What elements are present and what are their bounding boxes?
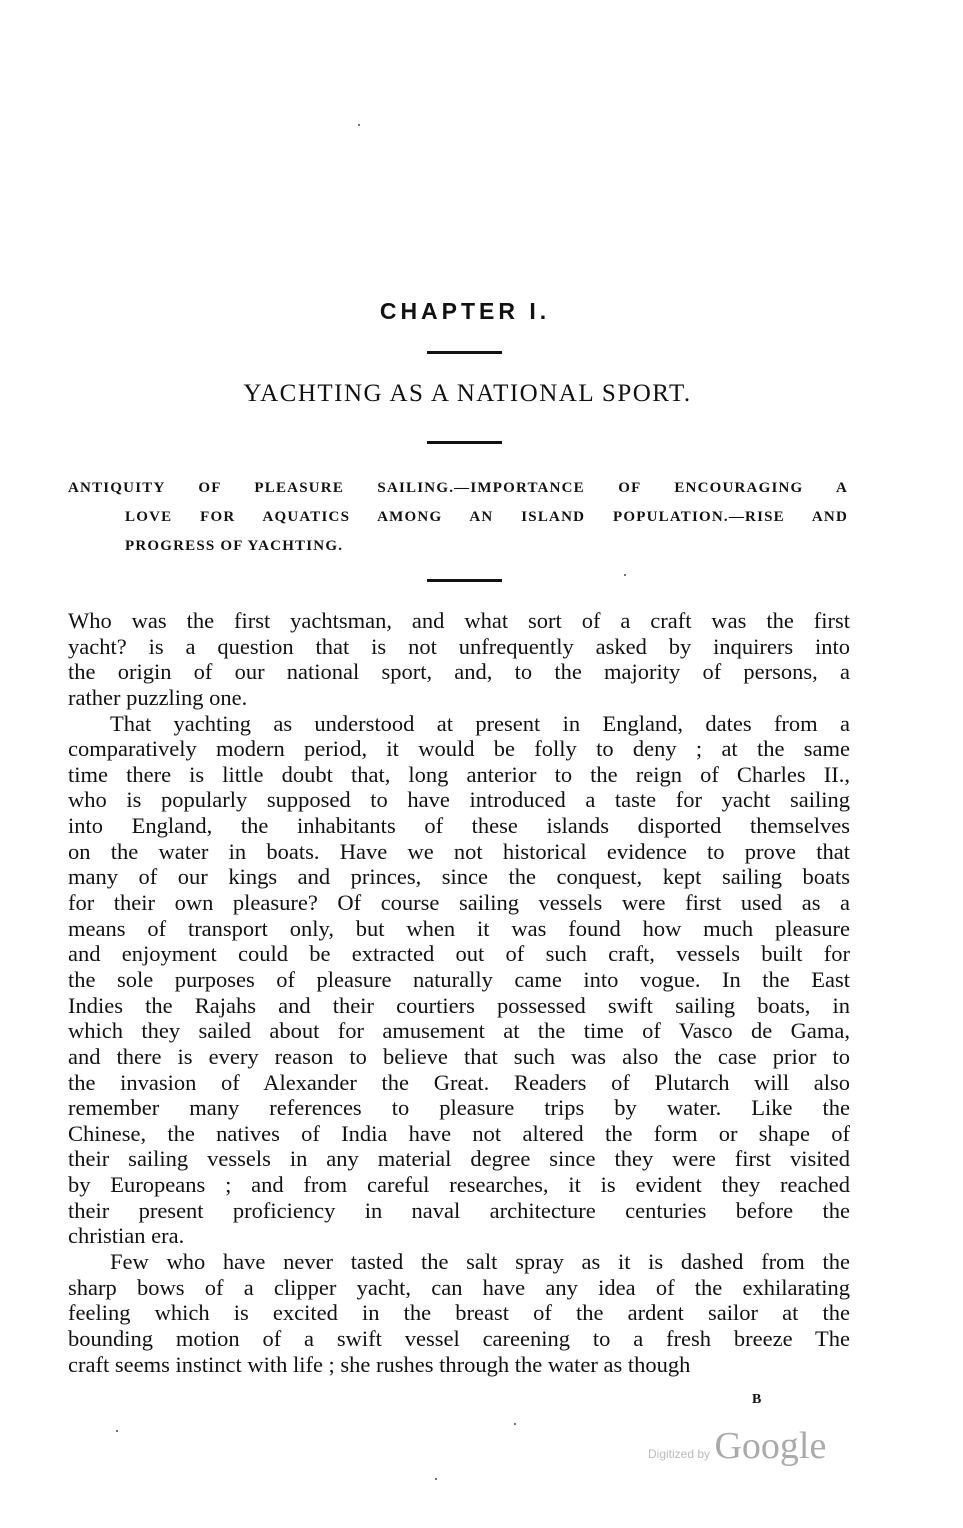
text-line: the sole purposes of pleasure naturally came into vogue. In the East: [68, 966, 850, 992]
text-line: time there is little doubt that, long anterior to the reign of Charles II.,: [68, 761, 850, 787]
google-watermark: [648, 1424, 826, 1468]
text-line: craft seems instinct with life ; she rushes through the water as though: [68, 1351, 691, 1377]
text-line: yacht? is a question that is not unfrequently asked by inquirers into: [68, 633, 850, 659]
speck: [358, 124, 360, 126]
body-text: [68, 608, 850, 1377]
text-line: feeling which is excited in the breast of the ardent sailor at the: [68, 1300, 850, 1326]
speck: [116, 1430, 118, 1432]
text-line: on the water in boats. Have we not historical evidence to prove that: [68, 838, 850, 864]
text-line: Who was the first yachtsman, and what sort of a craft was the first: [68, 608, 850, 633]
chapter-heading: CHAPTER I.: [379, 298, 551, 324]
text-line: Indies the Rajahs and their courtiers possessed swift sailing boats, in: [68, 992, 850, 1018]
chapter-title: YACHTING AS A NATIONAL SPORT.: [243, 380, 692, 407]
signature-mark: B: [752, 1392, 762, 1407]
text-line: christian era.: [68, 1223, 185, 1249]
text-line: Few who have never tasted the salt spray as it is dashed from the: [110, 1249, 850, 1275]
text-line: their sailing vessels in any material degree since they were first visited: [68, 1146, 850, 1172]
text-line: by Europeans ; and from careful researches, it is evident they reached: [68, 1172, 850, 1198]
text-line: sharp bows of a clipper yacht, can have any idea of the exhilarating: [68, 1274, 850, 1300]
speck: [624, 574, 626, 576]
text-line: who is popularly supposed to have introduced a taste for yacht sailing: [68, 787, 850, 813]
watermark-brand: Google: [714, 1425, 827, 1467]
text-line: and enjoyment could be extracted out of such craft, vessels built for: [68, 941, 850, 967]
text-line: and there is every reason to believe that such was also the case prior to: [68, 1043, 850, 1069]
text-line: That yachting as understood at present in England, dates from a: [110, 710, 850, 736]
speck: [435, 1478, 437, 1480]
text-line: the origin of our national sport, and, to the majority of persons, a: [68, 659, 850, 685]
synopsis-line: ANTIQUITY OF PLEASURE SAILING.—IMPORTANCE OF ENCOURAGING A: [68, 480, 848, 496]
text-line: their present proficiency in naval architecture centuries before the: [68, 1197, 850, 1223]
text-line: Chinese, the natives of India have not altered the form or shape of: [68, 1120, 850, 1146]
text-line: many of our kings and princes, since the conquest, kept sailing boats: [68, 864, 850, 890]
text-line: rather puzzling one.: [68, 684, 248, 710]
watermark-prefix: Digitized by: [648, 1447, 711, 1461]
synopsis-line: PROGRESS OF YACHTING.: [125, 538, 344, 554]
text-line: comparatively modern period, it would be folly to deny ; at the same: [68, 736, 850, 762]
text-line: bounding motion of a swift vessel careening to a fresh breeze The: [68, 1325, 850, 1351]
divider-rule: [427, 441, 502, 444]
text-line: means of transport only, but when it was found how much pleasure: [68, 915, 850, 941]
synopsis-line: LOVE FOR AQUATICS AMONG AN ISLAND POPULATION.—RISE AND: [125, 509, 848, 525]
text-line: for their own pleasure? Of course sailing vessels were first used as a: [68, 890, 850, 916]
divider-rule: [427, 351, 502, 354]
divider-rule: [427, 579, 502, 582]
text-line: which they sailed about for amusement at the time of Vasco de Gama,: [68, 1018, 850, 1044]
speck: [514, 1423, 516, 1425]
text-line: the invasion of Alexander the Great. Readers of Plutarch will also: [68, 1069, 850, 1095]
text-line: into England, the inhabitants of these islands disported themselves: [68, 813, 850, 839]
text-line: remember many references to pleasure trips by water. Like the: [68, 1095, 850, 1121]
